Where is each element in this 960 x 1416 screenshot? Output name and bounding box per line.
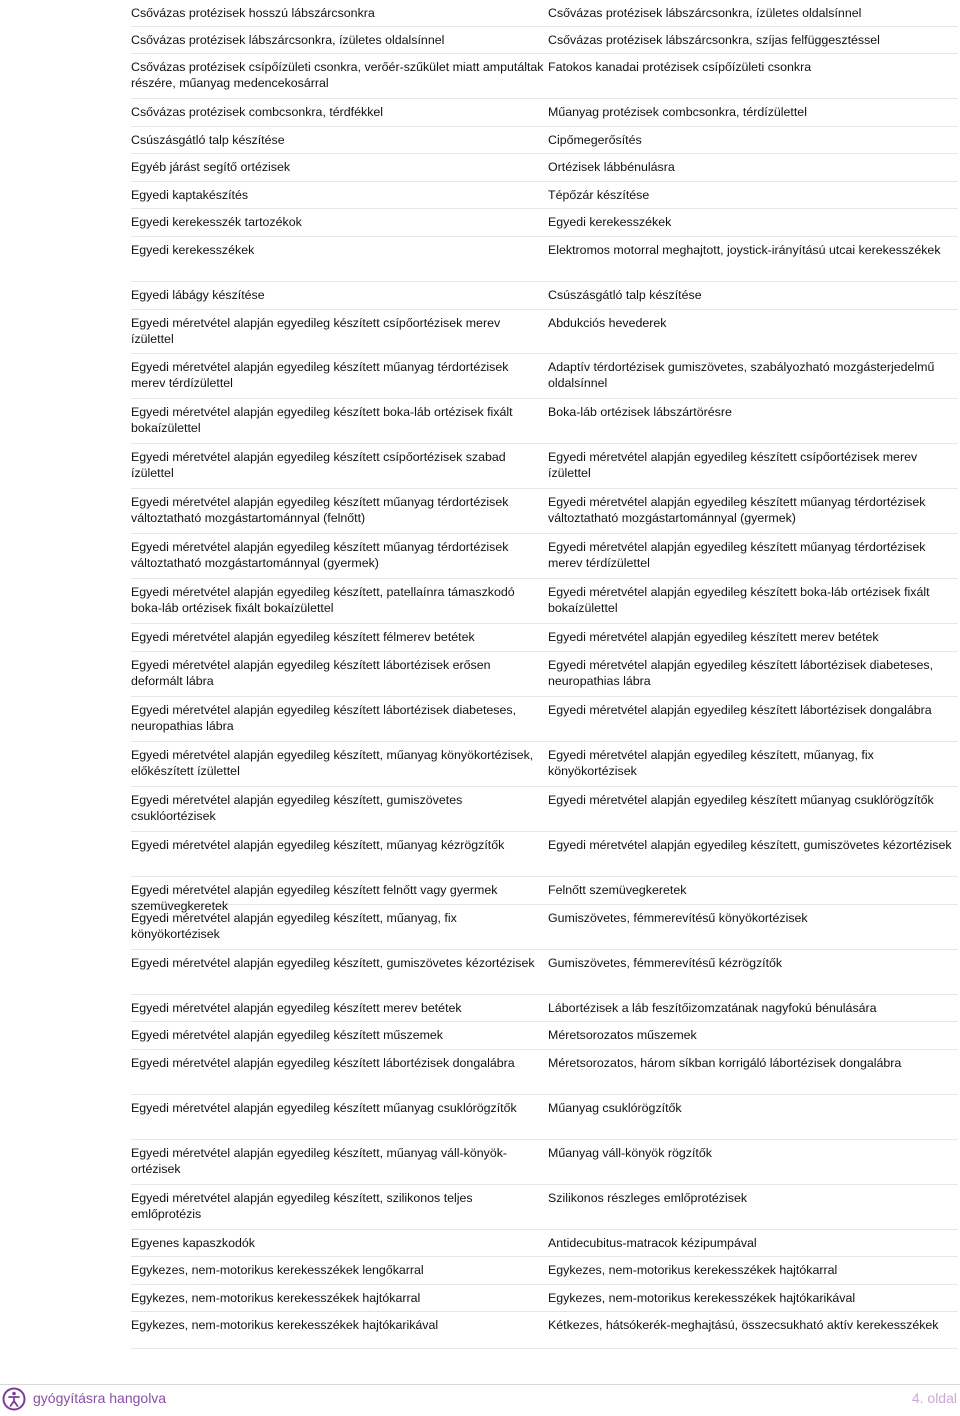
table-cell-left: Egyedi kaptakészítés — [131, 182, 547, 209]
table-cell-left: Egyedi méretvétel alapján egyedileg készített lábortézisek erősen deformált lábra — [131, 652, 547, 697]
footer-divider — [0, 1384, 960, 1385]
table-cell-left: Egyedi méretvétel alapján egyedileg készített boka-láb ortézisek fixált bokaízülettel — [131, 399, 547, 444]
table-cell-right: Csővázas protézisek lábszárcsonkra, ízületes oldalsínnel — [547, 0, 958, 27]
page-footer — [0, 1384, 960, 1416]
table-cell-left: Egyedi méretvétel alapján egyedileg készített, műanyag könyökortézisek, előkészített ízülettel — [131, 742, 547, 787]
table-cell-right: Fatokos kanadai protézisek csípőízületi csonkra — [547, 54, 958, 99]
table-cell-right: Egyedi méretvétel alapján egyedileg készített merev betétek — [547, 624, 958, 652]
table-cell-left: Egyedi méretvétel alapján egyedileg készített, műanyag kézrögzítők — [131, 832, 547, 877]
table-cell-right: Abdukciós hevederek — [547, 310, 958, 354]
table-cell-right: Egyedi méretvétel alapján egyedileg készített, gumiszövetes kézortézisek — [547, 832, 958, 877]
table-cell-right: Egyedi méretvétel alapján egyedileg készített, műanyag, fix könyökortézisek — [547, 742, 958, 787]
table-cell-right: Tépőzár készítése — [547, 182, 958, 209]
table-cell-left: Egykezes, nem-motorikus kerekesszékek hajtókarral — [131, 1285, 547, 1312]
table-cell-left: Egyedi méretvétel alapján egyedileg készített, gumiszövetes kézortézisek — [131, 950, 547, 995]
table-cell-right: Méretsorozatos, három síkban korrigáló lábortézisek dongalábra — [547, 1050, 958, 1095]
table-cell-right: Egyedi méretvétel alapján egyedileg készített műanyag térdortézisek változtatható mozgástartománnyal (gyermek) — [547, 489, 958, 534]
table-cell-right: Egyedi méretvétel alapján egyedileg készített lábortézisek diabeteses, neuropathias lábra — [547, 652, 958, 697]
table-cell-right: Szilikonos részleges emlőprotézisek — [547, 1185, 958, 1230]
table-cell-right: Elektromos motorral meghajtott, joystick-irányítású utcai kerekesszékek — [547, 237, 958, 282]
table-cell-left: Csővázas protézisek hosszú lábszárcsonkra — [131, 0, 547, 27]
table-cell-left: Egyedi méretvétel alapján egyedileg készített felnőtt vagy gyermek szemüvegkeretek — [131, 877, 547, 905]
stick-figure-circle-icon — [2, 1387, 26, 1411]
table-cell-right: Műanyag protézisek combcsonkra, térdízülettel — [547, 99, 958, 127]
table-cell-left: Egyedi méretvétel alapján egyedileg készített műanyag térdortézisek merev térdízülettel — [131, 354, 547, 399]
table-cell-right: Egyedi méretvétel alapján egyedileg készített lábortézisek dongalábra — [547, 697, 958, 742]
table-cell-left: Egyéb járást segítő ortézisek — [131, 154, 547, 182]
product-table — [131, 0, 958, 1349]
table-cell-left: Egyedi méretvétel alapján egyedileg készített, gumiszövetes csuklóortézisek — [131, 787, 547, 832]
table-cell-right: Felnőtt szemüvegkeretek — [547, 877, 958, 905]
table-cell-left: Egyedi kerekesszék tartozékok — [131, 209, 547, 237]
table-cell-left: Csővázas protézisek lábszárcsonkra, ízületes oldalsínnel — [131, 27, 547, 54]
table-cell-right: Csúszásgátló talp készítése — [547, 282, 958, 310]
table-cell-left: Egyedi méretvétel alapján egyedileg készített, szilikonos teljes emlőprotézis — [131, 1185, 547, 1230]
table-cell-right: Műanyag váll-könyök rögzítők — [547, 1140, 958, 1185]
table-cell-left: Egyedi méretvétel alapján egyedileg készített műanyag térdortézisek változtatható mozgástartománnyal (felnőtt) — [131, 489, 547, 534]
table-cell-right: Gumiszövetes, fémmerevítésű kézrögzítők — [547, 950, 958, 995]
table-cell-left: Egyedi méretvétel alapján egyedileg készített műanyag térdortézisek változtatható mozgástartománnyal (gyermek) — [131, 534, 547, 579]
table-cell-right: Egyedi méretvétel alapján egyedileg készített csípőortézisek merev ízülettel — [547, 444, 958, 489]
table-cell-left: Egyedi méretvétel alapján egyedileg készített műanyag csuklórögzítők — [131, 1095, 547, 1140]
table-cell-left: Egyedi méretvétel alapján egyedileg készített, műanyag, fix könyökortézisek — [131, 905, 547, 950]
table-cell-left: Egyedi méretvétel alapján egyedileg készített merev betétek — [131, 995, 547, 1022]
table-cell-right: Gumiszövetes, fémmerevítésű könyökortézisek — [547, 905, 958, 950]
table-cell-right: Méretsorozatos műszemek — [547, 1022, 958, 1050]
table-cell-left: Egyedi méretvétel alapján egyedileg készített csípőortézisek szabad ízülettel — [131, 444, 547, 489]
table-cell-left: Egykezes, nem-motorikus kerekesszékek lengőkarral — [131, 1257, 547, 1285]
table-cell-left: Egyedi lábágy készítése — [131, 282, 547, 310]
table-cell-right: Egyedi méretvétel alapján egyedileg készített műanyag csuklórögzítők — [547, 787, 958, 832]
table-cell-right: Lábortézisek a láb feszítőizomzatának nagyfokú bénulására — [547, 995, 958, 1022]
table-cell-left: Egyedi méretvétel alapján egyedileg készített lábortézisek dongalábra — [131, 1050, 547, 1095]
table-cell-right: Cipőmegerősítés — [547, 127, 958, 154]
table-cell-right: Antidecubitus-matracok kézipumpával — [547, 1230, 958, 1257]
table-cell-right: Műanyag csuklórögzítők — [547, 1095, 958, 1140]
table-cell-left: Csővázas protézisek combcsonkra, térdfékkel — [131, 99, 547, 127]
table-cell-left: Egyedi méretvétel alapján egyedileg készített, patellaínra támaszkodó boka-láb ortézisek fixált bokaízülettel — [131, 579, 547, 624]
table-cell-right: Egykezes, nem-motorikus kerekesszékek hajtókarral — [547, 1257, 958, 1285]
table-cell-left: Egykezes, nem-motorikus kerekesszékek hajtókarikával — [131, 1312, 547, 1349]
table-cell-right: Kétkezes, hátsókerék-meghajtású, összecsukható aktív kerekesszékek — [547, 1312, 958, 1349]
table-cell-left: Egyedi méretvétel alapján egyedileg készített lábortézisek diabeteses, neuropathias lábra — [131, 697, 547, 742]
table-cell-right: Ortézisek lábbénulásra — [547, 154, 958, 182]
table-cell-right: Csővázas protézisek lábszárcsonkra, szíjas felfüggesztéssel — [547, 27, 958, 54]
table-cell-left: Csővázas protézisek csípőízületi csonkra, verőér-szűkület miatt amputáltak részére, műanyag medencekosárral — [131, 54, 547, 99]
page-number: 4. oldal — [911, 1390, 957, 1406]
table-cell-right: Egyedi méretvétel alapján egyedileg készített boka-láb ortézisek fixált bokaízülettel — [547, 579, 958, 624]
table-cell-left: Egyedi méretvétel alapján egyedileg készített, műanyag váll-könyök-ortézisek — [131, 1140, 547, 1185]
table-cell-left: Egyedi méretvétel alapján egyedileg készített csípőortézisek merev ízülettel — [131, 310, 547, 354]
table-cell-right: Adaptív térdortézisek gumiszövetes, szabályozható mozgásterjedelmű oldalsínnel — [547, 354, 958, 399]
table-cell-right: Egyedi méretvétel alapján egyedileg készített műanyag térdortézisek merev térdízülettel — [547, 534, 958, 579]
table-cell-left: Egyenes kapaszkodók — [131, 1230, 547, 1257]
table-cell-left: Csúszásgátló talp készítése — [131, 127, 547, 154]
table-cell-left: Egyedi méretvétel alapján egyedileg készített félmerev betétek — [131, 624, 547, 652]
table-cell-right: Boka-láb ortézisek lábszártörésre — [547, 399, 958, 444]
table-cell-left: Egyedi méretvétel alapján egyedileg készített műszemek — [131, 1022, 547, 1050]
table-cell-right: Egykezes, nem-motorikus kerekesszékek hajtókarikával — [547, 1285, 958, 1312]
brand-name: gyógyításra hangolva — [33, 1390, 167, 1406]
table-cell-right: Egyedi kerekesszékek — [547, 209, 958, 237]
table-cell-left: Egyedi kerekesszékek — [131, 237, 547, 282]
